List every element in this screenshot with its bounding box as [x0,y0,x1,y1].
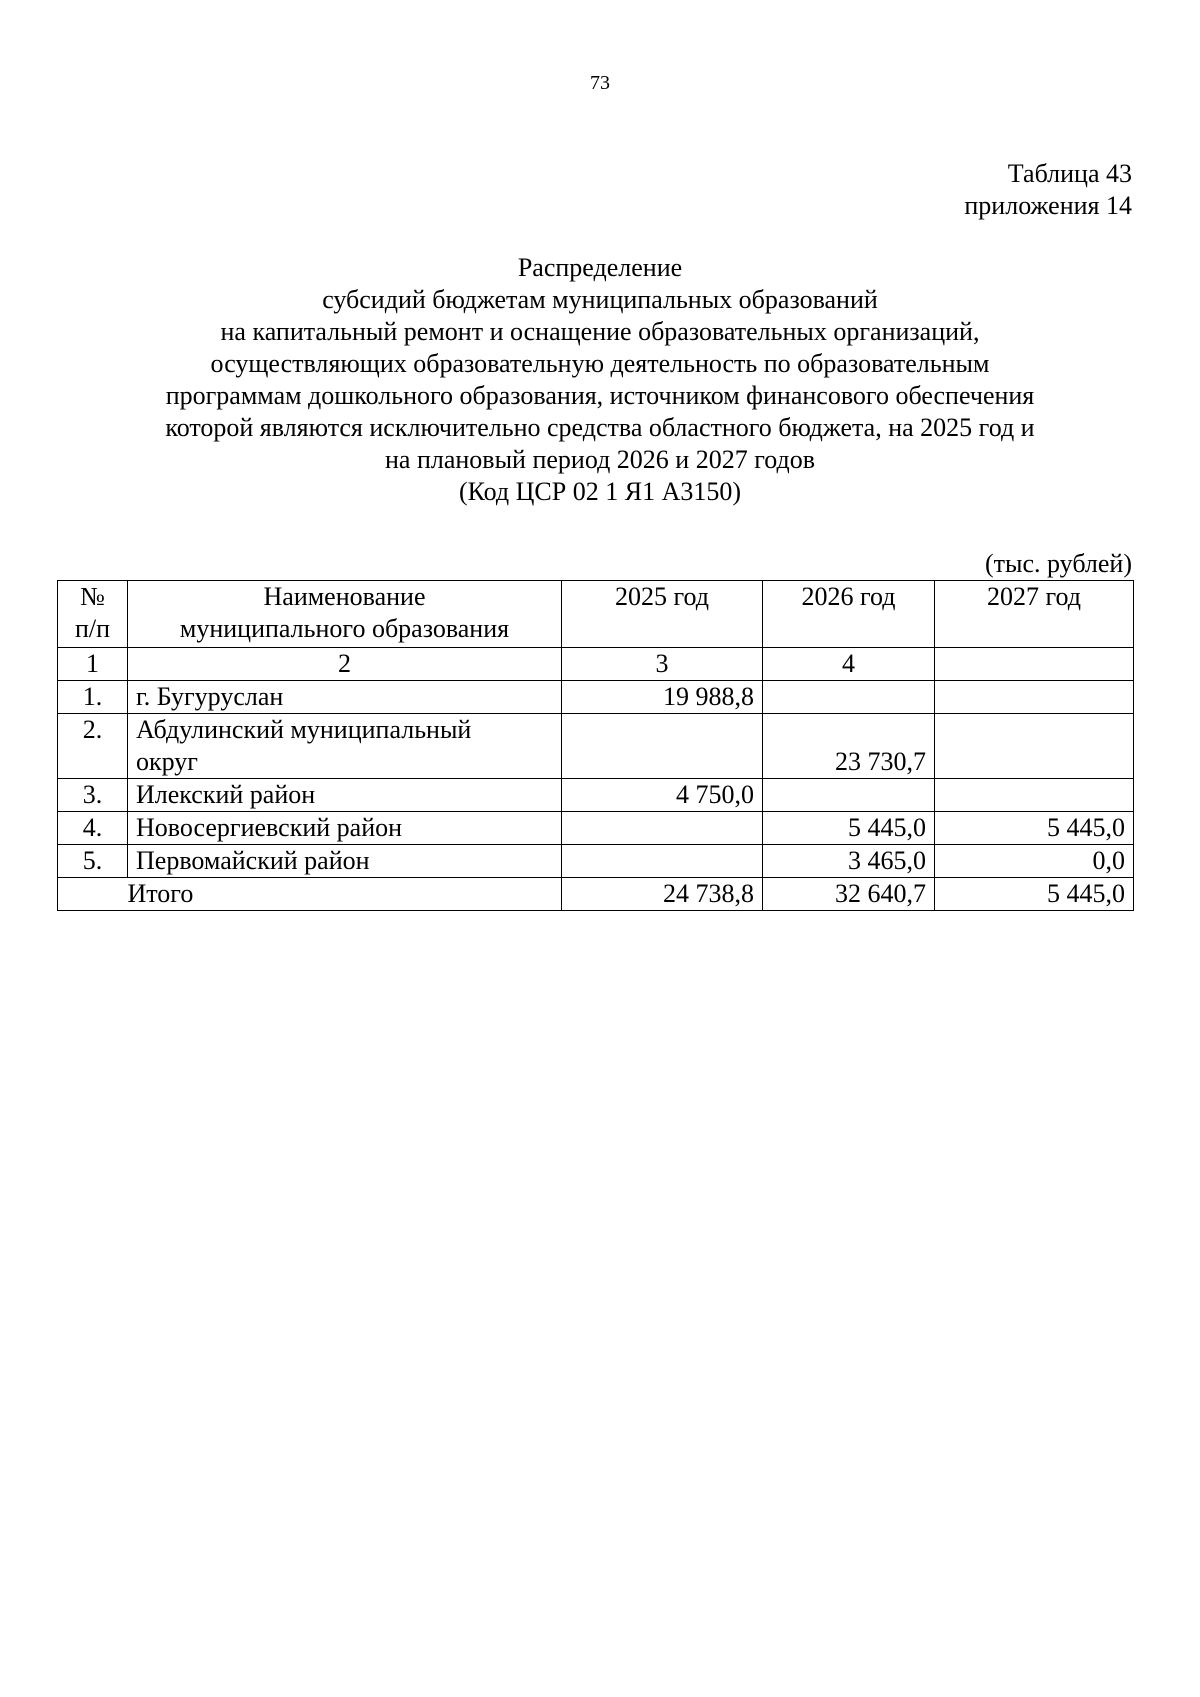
row-value-2026 [763,681,935,714]
row-value-2027 [935,714,1134,779]
table-row [58,845,1134,878]
row-value-2027 [935,681,1134,714]
table-row [58,681,1134,714]
table-ref-line1: Таблица 43 [1007,159,1132,188]
row-name-line2: округ [136,747,198,776]
row-value-2025 [562,714,763,779]
total-value-2025: 24 738,8 [562,878,763,911]
document-title [100,252,1100,508]
total-value-2027: 5 445,0 [935,878,1134,911]
row-number: 5. [58,845,128,878]
total-value-2026: 32 640,7 [763,878,935,911]
total-label: Итого [128,878,562,911]
title-line: осуществляющих образовательную деятельность по образовательным [210,349,990,378]
total-row [58,878,1134,911]
title-line: субсидий бюджетам муниципальных образований [322,285,878,314]
row-value-2025 [562,845,763,878]
row-name: Новосергиевский район [128,812,562,845]
unit-note: (тыс. рублей) [984,549,1132,578]
row-value-2025: 19 988,8 [562,681,763,714]
subsidy-table [57,580,1134,911]
title-line: которой являются исключительно средства областного бюджета, на 2025 год и [165,413,1035,442]
row-name: Первомайский район [128,845,562,878]
header-name-line2: муниципального образования [179,614,510,643]
row-number: 4. [58,812,128,845]
title-line: Распределение [517,253,683,282]
col-number-cell: 3 [562,648,763,681]
row-name-line1: Абдулинский муниципальный [136,715,472,744]
row-value-2026 [763,779,935,812]
title-line: на плановый период 2026 и 2027 годов [385,445,815,474]
row-value-2026: 23 730,7 [763,714,935,779]
col-number-cell [935,648,1134,681]
table-row [58,714,1134,779]
row-number: 2. [58,714,128,779]
row-value-2027: 5 445,0 [935,812,1134,845]
header-number [58,581,128,648]
header-2025: 2025 год [562,581,763,648]
row-name [128,714,562,779]
header-2026: 2026 год [763,581,935,648]
table-reference [964,158,1132,222]
col-number-cell: 1 [58,648,128,681]
header-number-line2: п/п [74,614,111,643]
title-line: на капитальный ремонт и оснащение образовательных организаций, [220,317,980,346]
table-ref-line2: приложения 14 [964,191,1132,220]
table-row [58,779,1134,812]
row-value-2027 [935,779,1134,812]
row-value-2026: 5 445,0 [763,812,935,845]
header-name-line1: Наименование [263,582,426,611]
title-line: (Код ЦСР 02 1 Я1 А3150) [458,477,742,506]
row-name: г. Бугуруслан [128,681,562,714]
header-name [128,581,562,648]
row-value-2026: 3 465,0 [763,845,935,878]
row-number: 1. [58,681,128,714]
header-2027: 2027 год [935,581,1134,648]
row-value-2027: 0,0 [935,845,1134,878]
col-number-cell: 2 [128,648,562,681]
table-row [58,812,1134,845]
col-number-cell: 4 [763,648,935,681]
title-line: программам дошкольного образования, источником финансового обеспечения [165,381,1035,410]
table-header-row [58,581,1134,648]
row-number: 3. [58,779,128,812]
row-name: Илекский район [128,779,562,812]
header-number-line1: № [80,582,105,611]
row-value-2025: 4 750,0 [562,779,763,812]
page-number: 73 [590,72,610,94]
total-blank-cell [58,878,128,911]
row-value-2025 [562,812,763,845]
column-number-row [58,648,1134,681]
